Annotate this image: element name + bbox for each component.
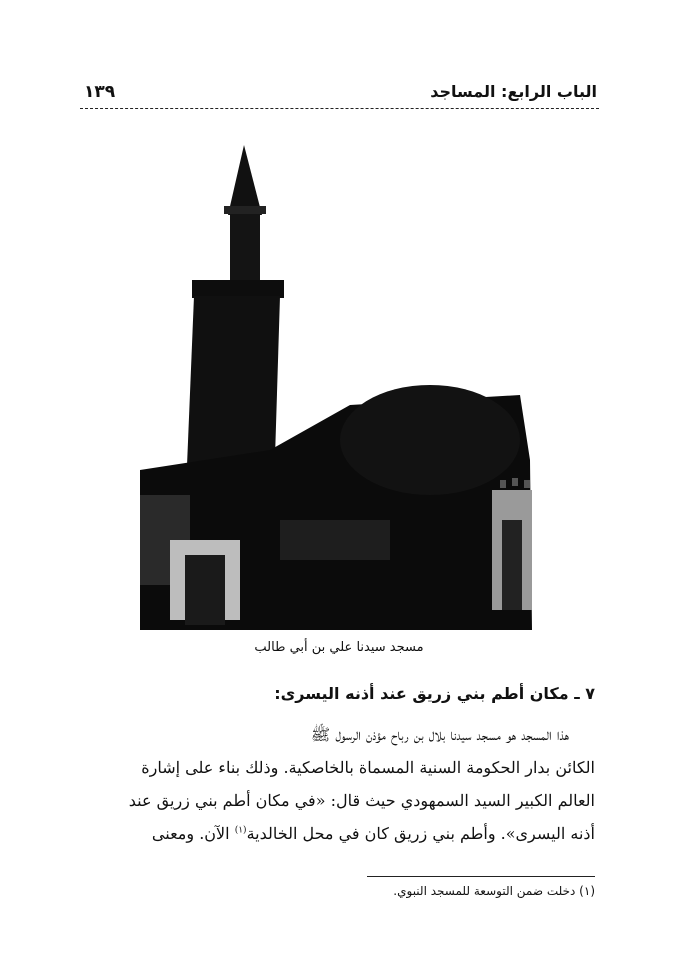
footnote-text: (١) دخلت ضمن التوسعة للمسجد النبوي.: [393, 884, 595, 898]
chapter-title: الباب الرابع: المساجد: [430, 82, 597, 101]
section-heading: ٧ ـ مكان أطم بني زريق عند أذنه اليسرى:: [274, 684, 595, 703]
mosque-photo: [140, 140, 538, 630]
body-line-4: [80, 817, 595, 850]
body-line-3: العالم الكبير السيد السمهودي حيث قال: «في مكان أطم بني زريق عند: [128, 791, 595, 810]
running-header: [80, 80, 599, 106]
header-rule: [80, 108, 599, 109]
body-line-1: هذا المسجد هو مسجد سيدنا بلال بن رباح مؤذن الرسول ﷺ: [310, 725, 569, 744]
body-line-4-text: أذنه اليسرى». وأطم بني زريق كان في محل الخالدية: [246, 824, 595, 843]
minaret-spire: [228, 145, 262, 215]
body-line-2: الكائن بدار الحكومة السنية المسماة بالخاصكية. وذلك بناء على إشارة: [141, 758, 595, 777]
dome: [340, 385, 520, 495]
body-line-4-tail: الآن. ومعنى: [151, 824, 230, 843]
footnote-marker: (١): [234, 825, 247, 836]
footnote-rule: [367, 876, 595, 877]
page-number: ١٣٩: [84, 82, 116, 102]
minaret-balcony: [192, 280, 284, 298]
minaret-upper-shaft: [230, 212, 260, 282]
figure-caption: مسجد سيدنا علي بن أبي طالب: [254, 640, 424, 655]
body-paragraph: [80, 718, 595, 850]
